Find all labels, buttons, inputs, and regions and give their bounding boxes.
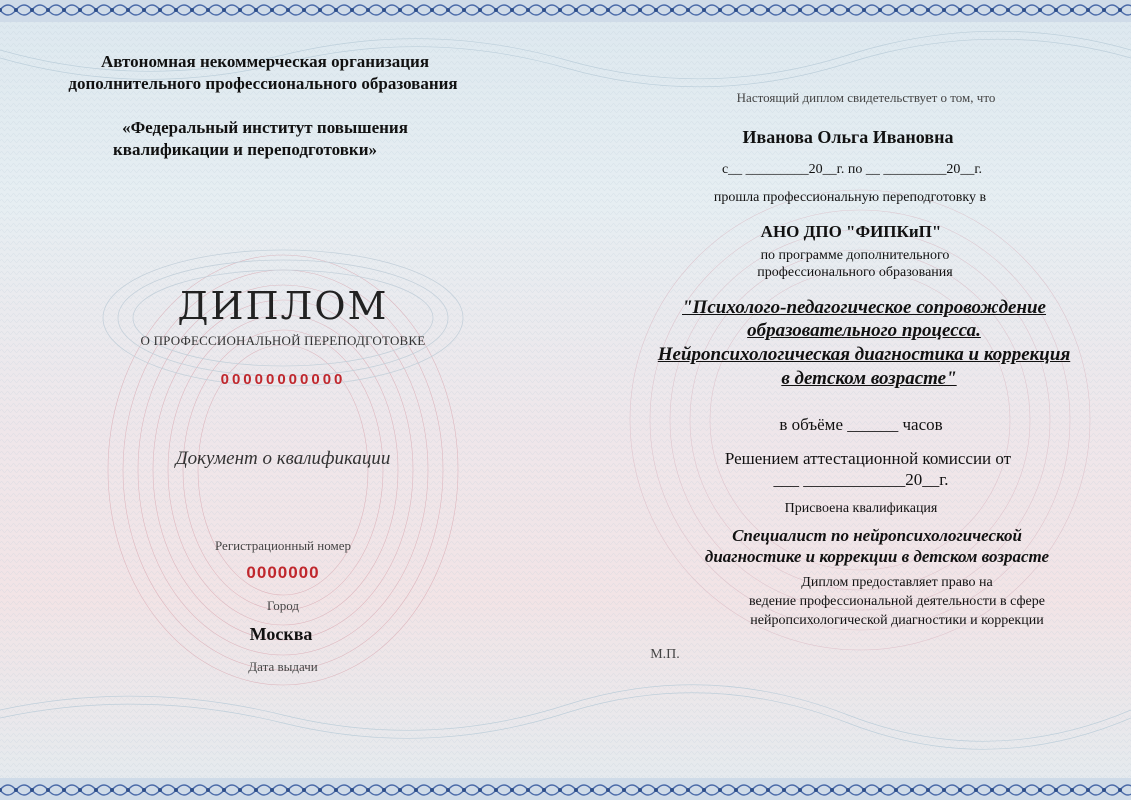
qualification-line-1: Специалист по нейропсихологической bbox=[732, 526, 1022, 545]
course-line-4: в детском возрасте" bbox=[781, 368, 957, 389]
organization-short: АНО ДПО "ФИПКиП" bbox=[760, 222, 942, 241]
top-border bbox=[0, 0, 1131, 22]
city-label: Город bbox=[266, 598, 300, 613]
rights-line-2: ведение профессиональной деятельности в сфере bbox=[749, 594, 1045, 609]
city-value: Москва bbox=[249, 624, 313, 644]
org-line-1: Автономная некоммерческая организация bbox=[100, 52, 430, 71]
course-line-2: образовательного процесса. bbox=[747, 320, 981, 341]
registration-number: 0000000 bbox=[246, 563, 320, 582]
course-line-1: "Психолого-педагогическое сопровождение bbox=[682, 297, 1046, 318]
serial-number: 00000000000 bbox=[220, 371, 346, 388]
rights-line-3: нейропсихологической диагностики и коррекции bbox=[750, 613, 1044, 628]
bottom-border bbox=[0, 778, 1131, 800]
course-line-3: Нейропсихологическая диагностика и коррекция bbox=[657, 344, 1071, 365]
qualification-line-2: диагностике и коррекции в детском возрасте bbox=[704, 547, 1050, 566]
institute-line-2: квалификации и переподготовки» bbox=[112, 140, 378, 159]
issue-date-label: Дата выдачи bbox=[248, 659, 318, 674]
passed-text: прошла профессиональную переподготовку в bbox=[713, 190, 987, 205]
diploma-subtitle: О ПРОФЕССИОНАЛЬНОЙ ПЕРЕПОДГОТОВКЕ bbox=[140, 333, 426, 348]
hours-text: в объёме ______ часов bbox=[779, 415, 943, 434]
program-line-2: профессионального образования bbox=[757, 265, 953, 280]
registration-label: Регистрационный номер bbox=[215, 538, 351, 553]
qualification-label: Присвоена квалификация bbox=[784, 501, 938, 516]
recipient-name: Иванова Ольга Ивановна bbox=[742, 127, 954, 147]
institute-line-1: «Федеральный институт повышения bbox=[122, 118, 408, 137]
document-type: Документ о квалификации bbox=[175, 448, 391, 469]
commission-line-2: ___ ____________20__г. bbox=[773, 470, 949, 489]
intro-text: Настоящий диплом свидетельствует о том, что bbox=[736, 90, 996, 105]
stamp-placeholder: М.П. bbox=[650, 647, 680, 662]
commission-line-1: Решением аттестационной комиссии от bbox=[724, 449, 1012, 468]
rights-line-1: Диплом предоставляет право на bbox=[801, 575, 993, 590]
program-line-1: по программе дополнительного bbox=[760, 248, 950, 263]
diploma-title: ДИПЛОМ bbox=[177, 284, 389, 328]
org-line-2: дополнительного профессионального образования bbox=[68, 74, 458, 93]
study-period: с__ _________20__г. по __ _________20__г. bbox=[721, 162, 983, 177]
